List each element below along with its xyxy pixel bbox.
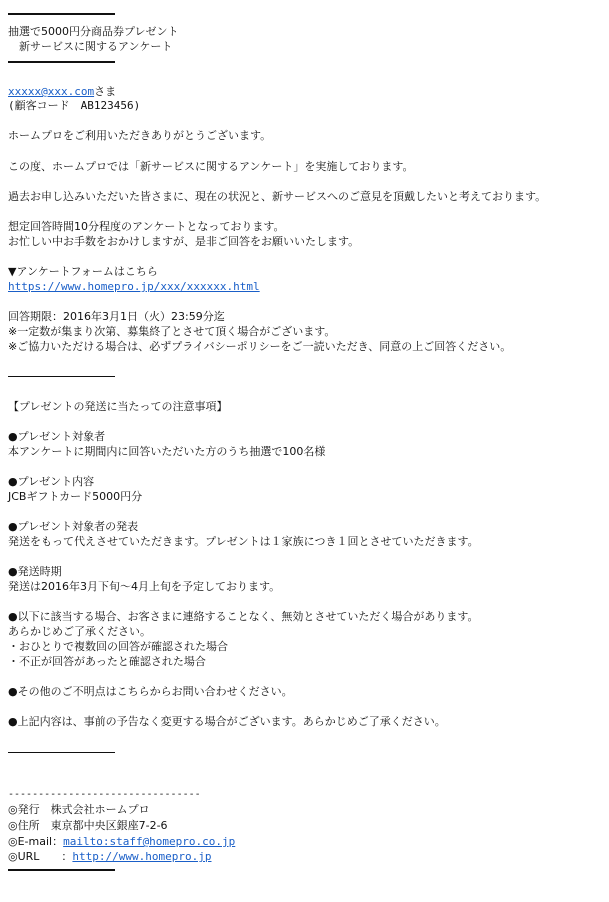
footer-dashes: -------------------------------- xyxy=(8,789,201,800)
footer-url-label: ◎URL ： xyxy=(8,850,73,863)
change-notice: ●上記内容は、事前の予告なく変更する場合がございます。あらかじめご了承ください。 xyxy=(8,715,446,728)
announce-title: ●プレゼント対象者の発表 xyxy=(8,520,139,533)
footer-address: ◎住所 東京都中央区銀座7-2-6 xyxy=(8,819,168,832)
form-label: ▼アンケートフォームはこちら xyxy=(8,265,158,278)
target-title: ●プレゼント対象者 xyxy=(8,430,106,443)
section-divider-2 xyxy=(8,752,115,753)
footer-url-line xyxy=(8,849,212,864)
content-text: JCBギフトカード5000円分 xyxy=(8,490,143,503)
inquiry-text: ●その他のご不明点はこちらからお問い合わせください。 xyxy=(8,685,293,698)
survey-duration: 想定回答時間10分程度のアンケートとなっております。 xyxy=(8,220,285,233)
survey-form-link[interactable]: https://www.homepro.jp/xxx/xxxxxx.html xyxy=(8,280,260,293)
survey-intro: この度、ホームプロでは「新サービスに関するアンケート」を実施しております。 xyxy=(8,160,414,173)
recipient-line xyxy=(8,84,116,99)
recipient-email-link[interactable]: xxxxx@xxx.com xyxy=(8,85,95,98)
ship-title: ●発送時期 xyxy=(8,565,62,578)
notice-heading: 【プレゼントの発送に当たっての注意事項】 xyxy=(8,400,228,413)
customer-code: (顧客コード AB123456) xyxy=(8,99,141,112)
header-bottom-rule xyxy=(8,61,115,63)
header-title: 抽選で5000円分商品券プレゼント xyxy=(8,25,179,38)
survey-purpose: 過去お申し込みいただいた皆さまに、現在の状況と、新サービスへのご意見を頂戴したいと考えております。 xyxy=(8,190,547,203)
invalid-item-fraud: ・不正が回答があったと確認された場合 xyxy=(8,655,206,668)
survey-request: お忙しい中お手数をおかけしますが、是非ご回答をお願いいたします。 xyxy=(8,235,360,248)
note-privacy: ※ご協力いただける場合は、必ずプライバシーポリシーをご一読いただき、同意の上ご回答ください。 xyxy=(8,340,512,353)
ship-text: 発送は2016年3月下旬〜4月上旬を予定しております。 xyxy=(8,580,281,593)
recipient-honorific: さま xyxy=(94,85,117,98)
footer-email-label: ◎E-mail： xyxy=(8,835,64,848)
announce-text: 発送をもって代えさせていただきます。プレゼントは１家族につき１回とさせていただきます。 xyxy=(8,535,479,548)
footer-email-link[interactable]: mailto:staff@homepro.co.jp xyxy=(63,835,236,848)
answer-deadline: 回答期限：2016年3月1日（火）23:59分迄 xyxy=(8,310,225,323)
invalid-text: あらかじめご了承ください。 xyxy=(8,625,151,638)
footer-publisher: ◎発行 株式会社ホームプロ xyxy=(8,803,150,816)
note-closing: ※一定数が集まり次第、募集終了とさせて頂く場合がございます。 xyxy=(8,325,336,338)
bottom-rule xyxy=(8,869,115,871)
content-title: ●プレゼント内容 xyxy=(8,475,95,488)
invalid-item-duplicate: ・おひとりで複数回の回答が確認された場合 xyxy=(8,640,228,653)
greeting: ホームプロをご利用いただきありがとうございます。 xyxy=(8,129,272,142)
footer-email-line xyxy=(8,834,235,849)
section-divider-1 xyxy=(8,376,115,377)
footer-url-link[interactable]: http://www.homepro.jp xyxy=(72,850,212,863)
target-text: 本アンケートに期間内に回答いただいた方のうち抽選で100名様 xyxy=(8,445,326,458)
top-rule xyxy=(8,13,115,15)
header-subtitle: 新サービスに関するアンケート xyxy=(8,40,173,53)
invalid-title: ●以下に該当する場合、お客さまに連絡することなく、無効とさせていただく場合があります。 xyxy=(8,610,479,623)
